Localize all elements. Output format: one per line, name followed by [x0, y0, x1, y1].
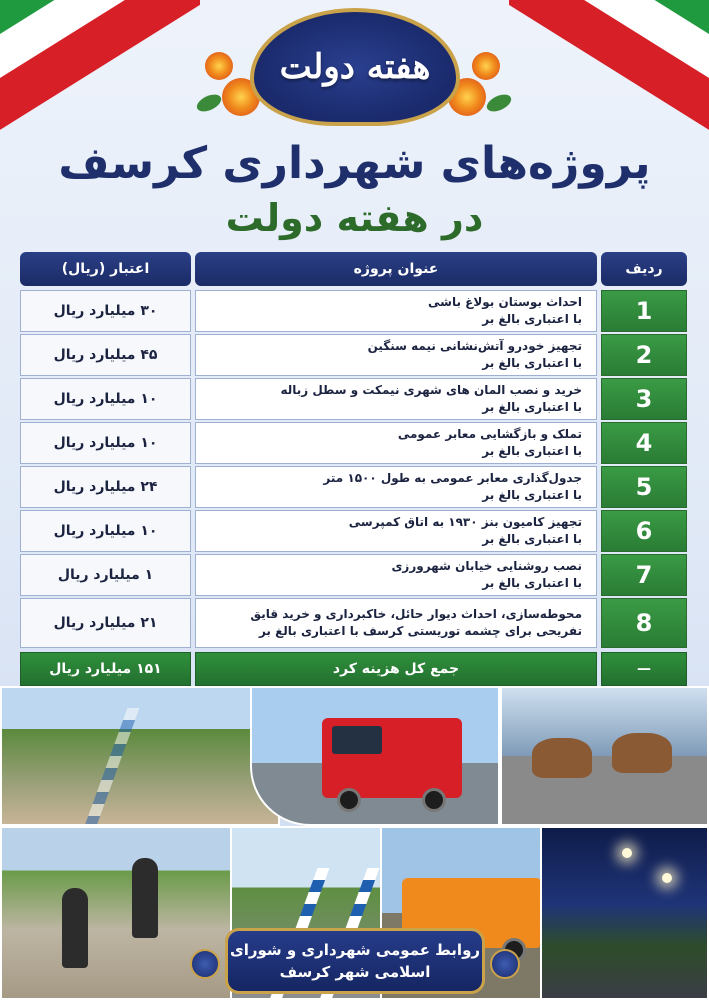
table-header [20, 252, 687, 286]
column-header-index: ردیف [601, 252, 687, 286]
park-photo [0, 686, 280, 826]
total-amount: ۱۵۱ میلیارد ریال [20, 652, 191, 686]
row-title-line1: جدول‌گذاری معابر عمومی به طول ۱۵۰۰ متر [323, 470, 582, 485]
row-title-line1: تجهیز خودرو آتش‌نشانی نیمه سنگین [367, 338, 582, 353]
row-title [195, 378, 597, 420]
header-badge [250, 8, 460, 126]
row-title [195, 290, 597, 332]
table-body [20, 290, 687, 686]
wall-construction-photo [0, 826, 260, 1000]
row-amount: ۳۰ میلیارد ریال [20, 290, 191, 332]
row-title-line2: تفریحی برای چشمه توریستی کرسف با اعتباری بالغ بر [258, 624, 582, 638]
iran-flag-right [509, 0, 709, 160]
row-title-line2: با اعتباری بالغ بر [482, 488, 582, 502]
row-amount: ۱۰ میلیارد ریال [20, 422, 191, 464]
column-header-title: عنوان پروژه [195, 252, 597, 286]
table-row [20, 334, 687, 376]
table-row [20, 510, 687, 552]
row-amount: ۱۰ میلیارد ریال [20, 378, 191, 420]
badge-text: هفته دولت [279, 47, 431, 87]
municipality-emblem-icon [190, 949, 220, 979]
row-title-line1: خرید و نصب المان های شهری نیمکت و سطل زباله [280, 382, 582, 397]
table-row [20, 422, 687, 464]
column-header-amount: اعتبار (ریال) [20, 252, 191, 286]
flower-decoration [205, 52, 233, 80]
row-title-line2: با اعتباری بالغ بر [482, 532, 582, 546]
footer-banner [225, 928, 485, 994]
row-index: 2 [601, 334, 687, 376]
table-row [20, 378, 687, 420]
row-index: 5 [601, 466, 687, 508]
row-title [195, 510, 597, 552]
fire-truck-photo [250, 686, 500, 826]
iran-emblem-icon: ☫ [90, 48, 105, 67]
municipality-emblem-icon [490, 949, 520, 979]
row-amount: ۱۰ میلیارد ریال [20, 510, 191, 552]
row-amount: ۲۴ میلیارد ریال [20, 466, 191, 508]
iran-flag-left [0, 0, 200, 160]
footer-line1: روابط عمومی شهرداری و شورای [229, 940, 481, 959]
row-title [195, 554, 597, 596]
row-index: 4 [601, 422, 687, 464]
row-title [195, 422, 597, 464]
row-title-line1: محوطه‌سازی، احداث دیوار حائل، خاکبرداری و خرید قایق [250, 606, 582, 621]
iran-emblem-icon: ☫ [604, 48, 619, 67]
row-amount: ۱ میلیارد ریال [20, 554, 191, 596]
row-index: 1 [601, 290, 687, 332]
table-row [20, 598, 687, 648]
row-title [195, 466, 597, 508]
page-subtitle: در هفته دولت [225, 196, 484, 240]
table-total-row [20, 652, 687, 686]
table-row [20, 290, 687, 332]
row-index: 3 [601, 378, 687, 420]
row-index: 8 [601, 598, 687, 648]
total-label: جمع کل هزینه کرد [195, 652, 597, 686]
row-title-line2: با اعتباری بالغ بر [482, 576, 582, 590]
row-title-line1: نصب روشنایی خیابان شهرورزی [391, 558, 582, 573]
row-title-line2: با اعتباری بالغ بر [482, 312, 582, 326]
table-row [20, 466, 687, 508]
row-index: 6 [601, 510, 687, 552]
projects-table [20, 252, 687, 680]
row-title-line2: با اعتباری بالغ بر [482, 400, 582, 414]
row-title [195, 334, 597, 376]
row-title-line1: احداث بوستان بولاغ باشی [428, 294, 582, 309]
row-title-line1: تملک و بازگشایی معابر عمومی [397, 426, 582, 441]
row-title-line2: با اعتباری بالغ بر [482, 444, 582, 458]
flower-decoration [472, 52, 500, 80]
row-title-line1: تجهیز کامیون بنز ۱۹۳۰ به اتاق کمپرسی [348, 514, 582, 529]
row-title-line2: با اعتباری بالغ بر [482, 356, 582, 370]
row-amount: ۴۵ میلیارد ریال [20, 334, 191, 376]
page-title: پروژه‌های شهرداری کرسف [58, 138, 651, 189]
total-index: — [601, 652, 687, 686]
table-row [20, 554, 687, 596]
row-title [195, 598, 597, 648]
statues-photo [500, 686, 709, 826]
row-amount: ۲۱ میلیارد ریال [20, 598, 191, 648]
row-index: 7 [601, 554, 687, 596]
street-lighting-photo [540, 826, 709, 1000]
footer-line2: اسلامی شهر کرسف [279, 963, 431, 981]
